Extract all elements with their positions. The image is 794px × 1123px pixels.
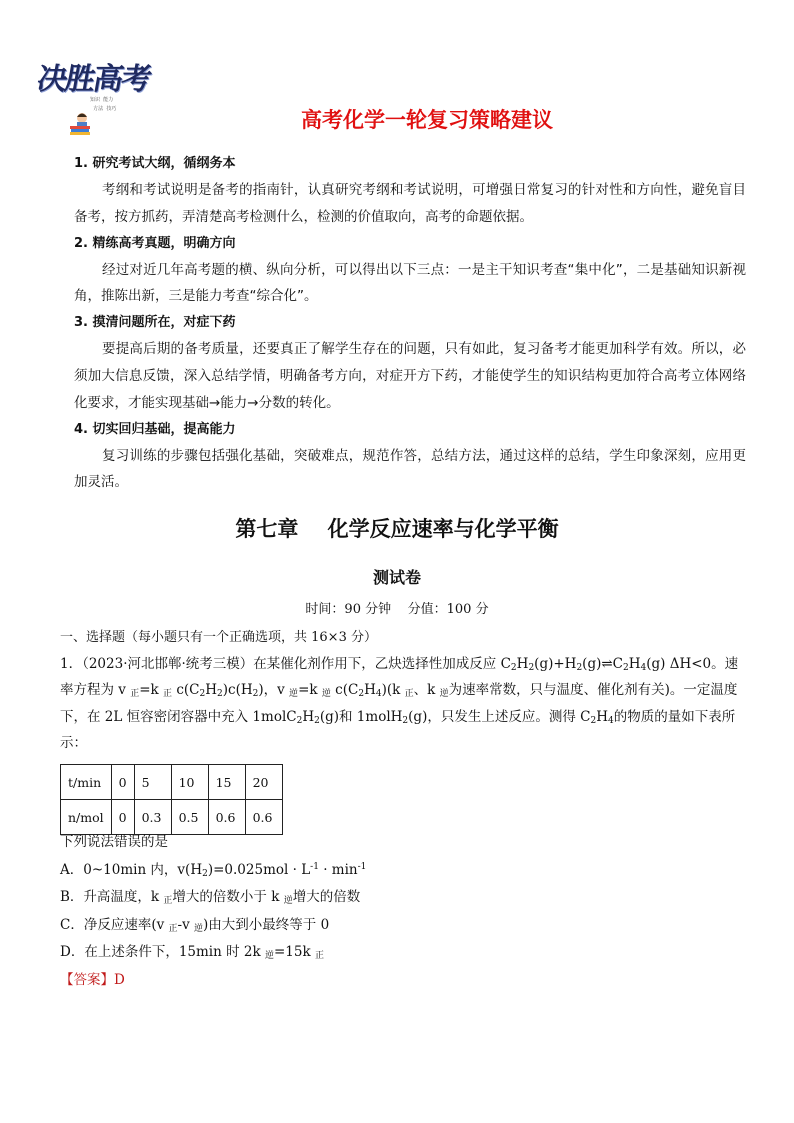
data-table (60, 764, 283, 835)
question-prompt: 下列说法错误的是 (60, 834, 168, 850)
option-c: C．净反应速率(v $_正$-v $_逆$)由大到小最终等于 0 (60, 916, 330, 934)
table-cell: 20 (245, 765, 282, 800)
strategy-heading: 1. 研究考试大纲，循纲务本 (74, 156, 236, 171)
question-1 (60, 651, 750, 757)
strategy-paragraph: 要提高后期的备考质量，还要真正了解学生存在的问题，只有如此，复习备考才能更加科学有效。所以，必须加大信息反馈，深入总结学情，明确备考方向，对症开方下药，才能使学生的知识结构更加符合高考立体网络化要求，才能实现基础→能力→分数的转化。 (74, 341, 746, 411)
table-row (61, 765, 283, 800)
table-cell: 0.5 (171, 800, 208, 835)
strategy-heading: 3. 摸清问题所在，对症下药 (74, 315, 236, 331)
question-stem: 1．（2023·河北邯郸·统考三模）在某催化剂作用下，乙炔选择性加成反应 $C_2H_2(g)+H_2(g)\rightleftharpoons C_2H_4(g)$ ΔH<0。速率方程为 v $_正$=k $_正$ $c(C_2H_2)c(H_2)$，v $_逆$=k $_逆$ $c(C_2H_4)(k$ $_正$、k $_逆$为速率常数，只与温度、催化剂有关)。一定温度下，在 2L 恒容密闭容器中充入 $1molC_2H_2(g)$和 1molH$_2$(g)，只发生上述反应。测得 $C_2H_4$的物质的量如下表所示： (60, 656, 739, 752)
section-title: 一、选择题（每小题只有一个正确选项，共 16×3 分） (60, 630, 377, 645)
table-cell: 0 (111, 800, 134, 835)
question-options (60, 829, 750, 994)
table-cell: t/min (61, 765, 112, 800)
option-a: A．0~10min 内，$v(H_2)=0.025mol \cdot L^{-1} \cdot \min^{-1}$ (60, 861, 367, 879)
strategy-paragraph: 考纲和考试说明是备考的指南针，认真研究考纲和考试说明，可增强日常复习的针对性和方向性，避免盲目备考，按方抓药，弄清楚高考检测什么，检测的价值取向，高考的命题依据。 (74, 182, 746, 225)
logo-subtext: 知识 能力 方法 技巧 (90, 97, 117, 112)
option-d: D．在上述条件下，15min 时 2k $_逆$=15k $_正$ (60, 944, 324, 961)
table-cell: 0.3 (134, 800, 171, 835)
table-cell: n/mol (61, 800, 112, 835)
chapter-title: 第七章 化学反应速率与化学平衡 (235, 517, 559, 541)
table-cell: 0.6 (245, 800, 282, 835)
option-b: B．升高温度，k $_正$增大的倍数小于 k $_逆$增大的倍数 (60, 889, 361, 906)
table-cell: 0 (111, 765, 134, 800)
table-cell: 10 (171, 765, 208, 800)
table-cell: 15 (208, 765, 245, 800)
strategy-paragraph: 经过对近几年高考题的横、纵向分析，可以得出以下三点：一是主干知识考查“集中化”，二是基础知识新视角，推陈出新，三是能力考查“综合化”。 (74, 261, 746, 305)
main-title: 高考化学一轮复习策略建议 (301, 108, 553, 132)
test-subtitle: 测试卷 (372, 568, 421, 587)
answer: 【答案】D (60, 971, 125, 988)
table-cell: 0.6 (208, 800, 245, 835)
strategy-paragraph: 复习训练的步骤包括强化基础，突破难点，规范作答，总结方法，通过这样的总结，学生印象深刻，应用更加灵活。 (74, 447, 746, 491)
strategy-heading: 4. 切实回归基础，提高能力 (74, 421, 236, 437)
logo-text: 决胜高考 (34, 62, 153, 97)
strategy-heading: 2. 精练高考真题，明确方向 (74, 235, 236, 251)
time-score-info: 时间：90 分钟 分值：100 分 (305, 602, 489, 617)
strategy-section (74, 151, 746, 496)
table-cell: 5 (134, 765, 171, 800)
